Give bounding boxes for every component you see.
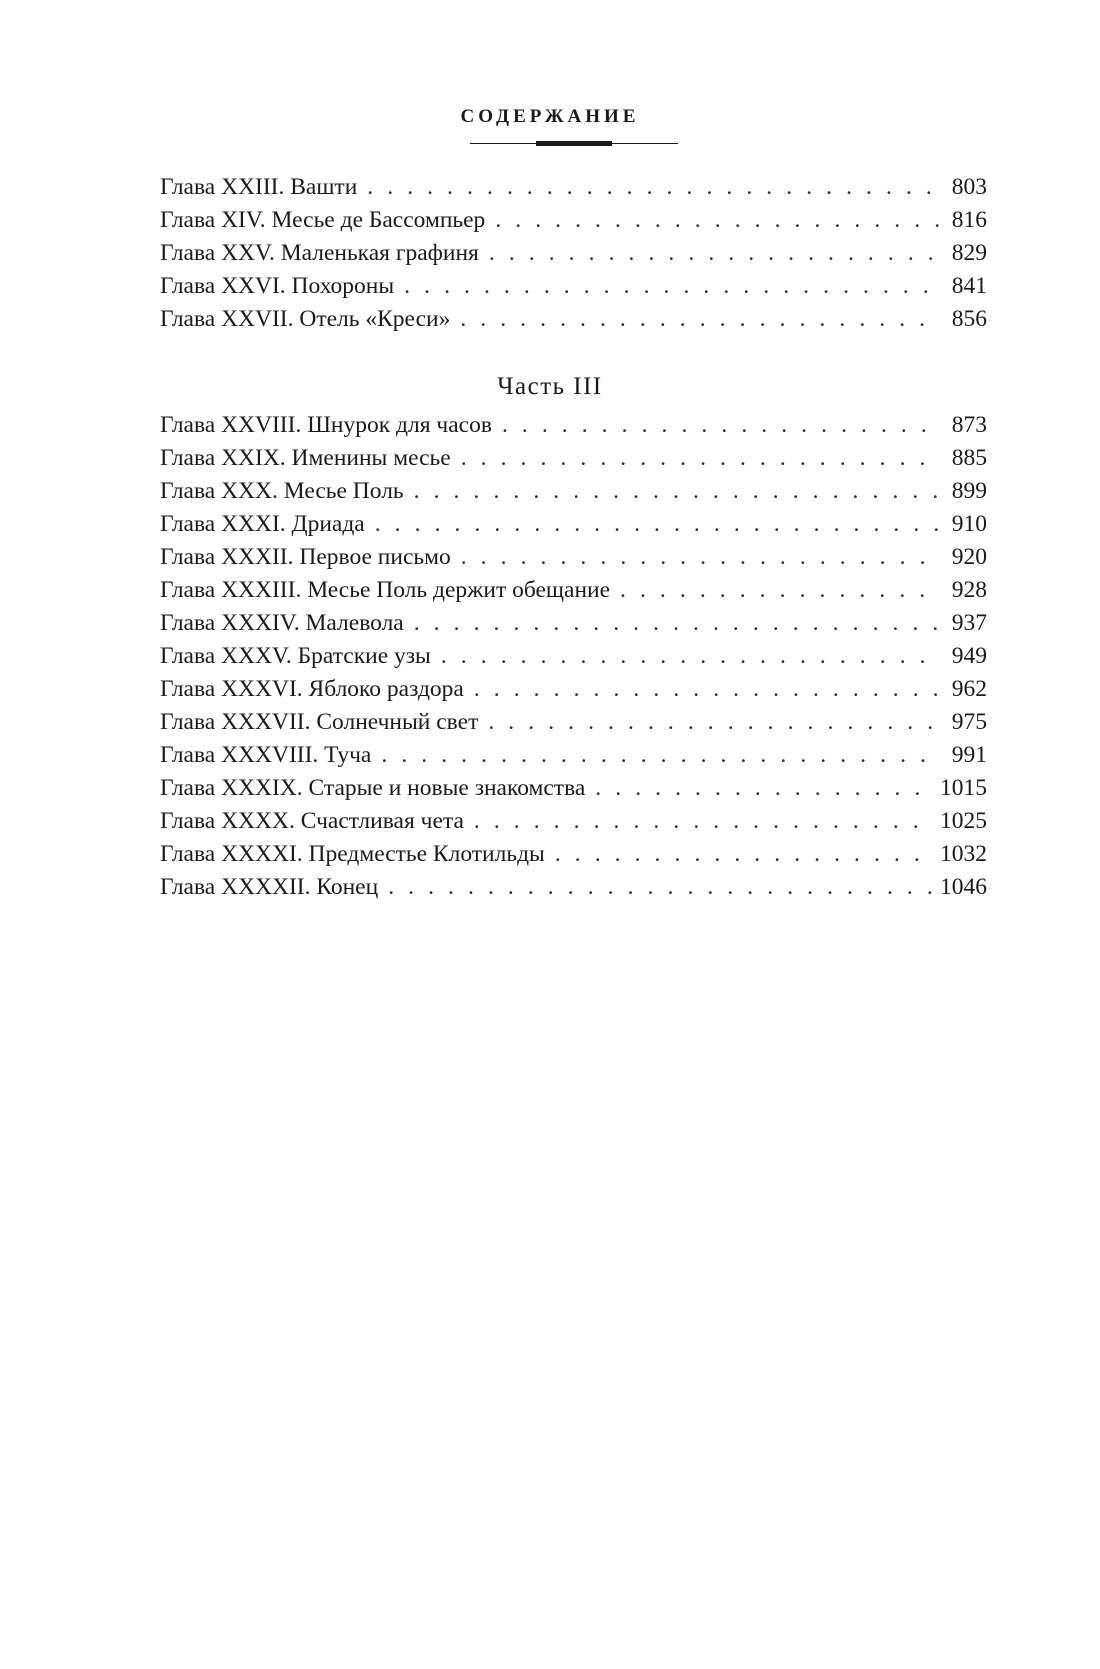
toc-entry[interactable]	[160, 673, 987, 706]
toc-entry-title: Глава XXIX. Именины месье	[160, 445, 451, 471]
toc-entry-title: Глава XXXX. Счастливая чета	[160, 808, 464, 834]
toc-entry-title: Глава XXXIX. Старые и новые знакомства	[160, 775, 586, 801]
toc-leader-dots	[555, 838, 932, 871]
toc-entry-page: 873	[951, 412, 987, 438]
toc-entry-page: 910	[951, 511, 987, 537]
toc-entry[interactable]	[160, 508, 987, 541]
toc-entry-title: Глава XXXI. Дриада	[160, 511, 365, 537]
toc-leader-dots	[375, 508, 939, 541]
toc-entry-page: 928	[951, 577, 987, 603]
toc-entry-page: 975	[951, 709, 987, 735]
toc-leader-dots	[461, 541, 939, 574]
toc-leader-dots	[367, 171, 939, 204]
toc-leader-dots	[388, 871, 932, 904]
toc-entry-page: 937	[951, 610, 987, 636]
toc-entry[interactable]	[160, 805, 987, 838]
toc-entry-page: 991	[951, 742, 987, 768]
toc-list-part3	[160, 409, 987, 904]
toc-entry-title: Глава XXXII. Первое письмо	[160, 544, 451, 570]
toc-entry-title: Глава XXXXII. Конец	[160, 874, 379, 900]
toc-entry-page: 816	[951, 207, 987, 233]
toc-entry[interactable]	[160, 607, 987, 640]
toc-entry-page: 829	[951, 240, 987, 266]
toc-leader-dots	[620, 574, 939, 607]
toc-entry-title: Глава XXXXI. Предместье Клотильды	[160, 841, 545, 867]
toc-entry[interactable]	[160, 772, 987, 805]
toc-entry-page: 885	[951, 445, 987, 471]
toc-entry[interactable]	[160, 442, 987, 475]
running-head: СОДЕРЖАНИЕ	[460, 106, 640, 127]
toc-entry[interactable]	[160, 838, 987, 871]
toc-entry-page: 962	[951, 676, 987, 702]
toc-entry-title: Глава XXXIII. Месье Поль держит обещание	[160, 577, 611, 603]
toc-leader-dots	[414, 607, 939, 640]
toc-entry[interactable]	[160, 574, 987, 607]
toc-entry[interactable]	[160, 871, 987, 904]
toc-entry[interactable]	[160, 541, 987, 574]
toc-entry-title: Глава XXVII. Отель «Креси»	[160, 306, 451, 332]
toc-entry[interactable]	[160, 739, 987, 772]
toc-leader-dots	[495, 204, 939, 237]
toc-entry-title: Глава XXXVI. Яблоко раздора	[160, 676, 464, 702]
toc-entry-page: 899	[951, 478, 987, 504]
toc-leader-dots	[502, 409, 939, 442]
toc-entry[interactable]	[160, 409, 987, 442]
toc-entry-title: Глава XXXVII. Солнечный свет	[160, 709, 479, 735]
toc-leader-dots	[461, 442, 939, 475]
toc-entry-title: Глава XXIII. Вашти	[160, 174, 358, 200]
toc-entry[interactable]	[160, 171, 987, 204]
toc-entry[interactable]	[160, 270, 987, 303]
toc-entry[interactable]	[160, 640, 987, 673]
toc-leader-dots	[489, 237, 939, 270]
toc-entry-title: Глава XXV. Маленькая графиня	[160, 240, 479, 266]
toc-entry-page: 1046	[940, 874, 987, 900]
toc-entry-title: Глава XXVIII. Шнурок для часов	[160, 412, 492, 438]
toc-entry[interactable]	[160, 706, 987, 739]
part-heading: Часть III	[497, 373, 603, 400]
toc-entry[interactable]	[160, 303, 987, 336]
toc-entry[interactable]	[160, 237, 987, 270]
toc-entry[interactable]	[160, 204, 987, 237]
toc-entry-page: 1015	[940, 775, 987, 801]
toc-leader-dots	[441, 640, 939, 673]
toc-leader-dots	[404, 270, 939, 303]
toc-entry-page: 1032	[940, 841, 987, 867]
header-rule-accent	[536, 141, 612, 146]
toc-leader-dots	[381, 739, 939, 772]
toc-entry-title: Глава XXXIV. Малевола	[160, 610, 404, 636]
toc-leader-dots	[474, 805, 932, 838]
toc-entry-title: Глава XIV. Месье де Бассомпьер	[160, 207, 486, 233]
toc-entry-page: 841	[951, 273, 987, 299]
toc-leader-dots	[488, 706, 939, 739]
toc-entry-page: 1025	[940, 808, 987, 834]
toc-entry-page: 803	[951, 174, 987, 200]
toc-entry-title: Глава XXXV. Братские узы	[160, 643, 431, 669]
toc-entry[interactable]	[160, 475, 987, 508]
toc-leader-dots	[460, 303, 939, 336]
toc-leader-dots	[474, 673, 939, 706]
toc-entry-page: 856	[951, 306, 987, 332]
toc-entry-page: 949	[951, 643, 987, 669]
toc-list-part2	[160, 171, 987, 336]
toc-entry-title: Глава XXX. Месье Поль	[160, 478, 404, 504]
toc-entry-title: Глава XXXVIII. Туча	[160, 742, 372, 768]
toc-entry-title: Глава XXVI. Похороны	[160, 273, 395, 299]
toc-entry-page: 920	[951, 544, 987, 570]
toc-leader-dots	[414, 475, 939, 508]
toc-leader-dots	[595, 772, 932, 805]
